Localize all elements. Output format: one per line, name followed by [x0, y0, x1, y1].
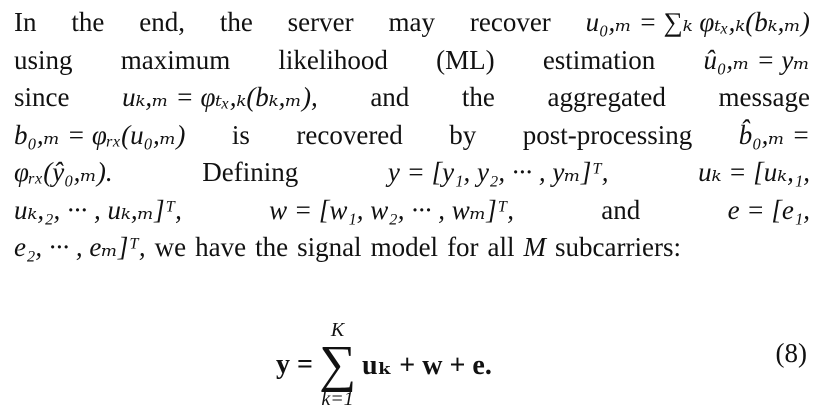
equation-rhs: uₖ + w + e. [362, 349, 492, 381]
equation-number: (8) [775, 338, 807, 368]
word: the [255, 232, 289, 262]
word: aggregated [547, 82, 666, 112]
word: the [461, 82, 495, 112]
sigma-symbol: ∑ [318, 336, 357, 393]
equation-body [276, 320, 492, 409]
inline-math: y = [y₁, y₂, ··· , yₘ]ᵀ, [387, 157, 609, 187]
inline-math: u₀,ₘ = ∑ₖ φₜₓ,ₖ(bₖ,ₘ) [585, 7, 810, 37]
word: the [71, 7, 105, 37]
word: by [449, 119, 477, 150]
word: recover [469, 7, 551, 37]
word: In [14, 7, 37, 37]
word: likelihood [278, 44, 388, 75]
inline-math: M [523, 232, 547, 262]
inline-math: uₖ,ₘ = φₜₓ,ₖ(bₖ,ₘ), [122, 82, 318, 112]
sum-lower-limit: k=1 [321, 388, 354, 411]
inline-math: uₖ = [uₖ,₁, [698, 157, 810, 187]
word: model [370, 232, 439, 262]
display-equation [0, 290, 821, 410]
word: all [487, 232, 515, 262]
word: we [154, 232, 187, 262]
inline-math: e = [e₁, [727, 194, 810, 225]
inline-math: û₀,ₘ = yₘ [703, 44, 810, 75]
word: subcarriers: [555, 232, 681, 262]
word: message [718, 82, 810, 112]
text-line-1 [14, 4, 810, 42]
word: maximum [120, 44, 231, 75]
word: Defining [202, 157, 299, 187]
text-line-4 [14, 117, 810, 155]
text-line-2 [14, 42, 810, 80]
word: signal [297, 232, 362, 262]
word: post-processing [522, 119, 693, 150]
sum-upper-limit: K [330, 319, 345, 341]
word: using [14, 44, 73, 75]
word: since [14, 82, 70, 112]
inline-math: b̂₀,ₘ = [738, 119, 810, 150]
inline-math: φᵣₓ(ŷ₀,ₘ). [14, 157, 113, 187]
word: have [195, 232, 247, 262]
word: for [447, 232, 479, 262]
text-line-3 [14, 79, 810, 117]
equation-lhs: y = [276, 348, 313, 380]
word: and [601, 194, 641, 225]
word: the [219, 7, 253, 37]
word: may [388, 7, 435, 37]
text-line-5 [14, 154, 810, 192]
inline-math: b₀,ₘ = φᵣₓ(u₀,ₘ) [14, 119, 186, 150]
word: recovered [296, 119, 403, 150]
text-line-6 [14, 192, 810, 230]
word: is [231, 119, 250, 150]
word: server [287, 7, 354, 37]
word: estimation [542, 44, 656, 75]
word: and [370, 82, 410, 112]
inline-math: e₂, ··· , eₘ]ᵀ, [14, 232, 146, 262]
inline-math: w = [w₁, w₂, ··· , wₘ]ᵀ, [269, 194, 514, 225]
summation [319, 320, 356, 409]
paragraph [14, 4, 810, 267]
word: end, [139, 7, 185, 37]
text-line-7 [14, 229, 810, 267]
word: (ML) [436, 44, 495, 75]
inline-math: uₖ,₂, ··· , uₖ,ₘ]ᵀ, [14, 194, 182, 225]
